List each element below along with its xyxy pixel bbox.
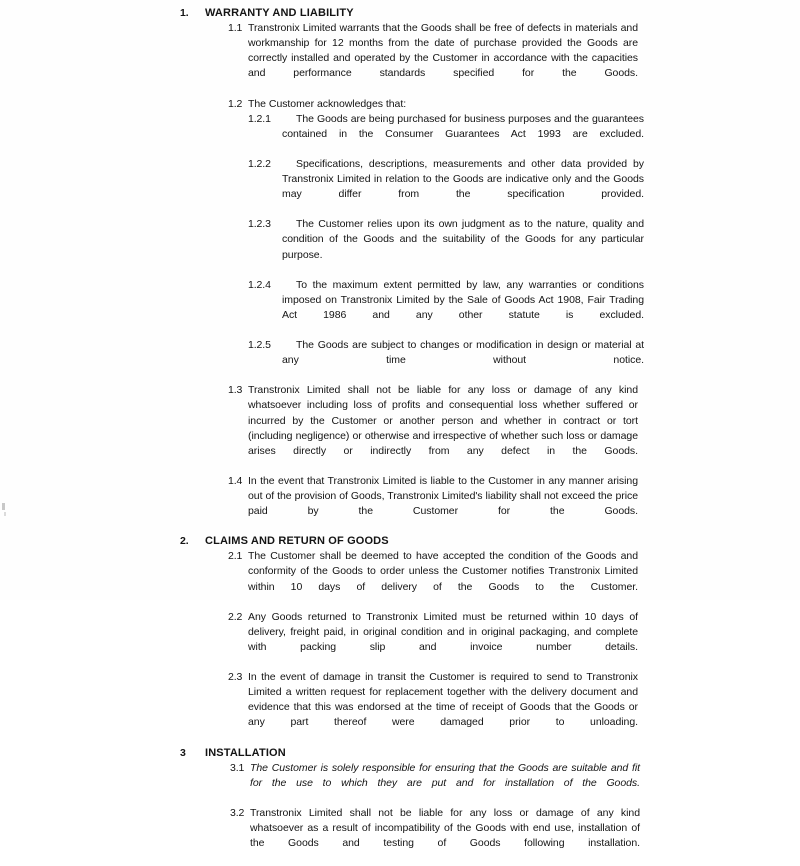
clause-3.1 [0,761,800,806]
clause-number: 1.2 [228,97,243,110]
clause-2.1 [0,549,800,609]
clause-1.2 [0,97,800,112]
clause-3.2 [0,806,800,866]
clause-text: The Customer acknowledges that: [248,97,407,110]
section-heading [0,6,800,21]
clause-number: 1.4 [228,474,243,487]
section-title: CLAIMS AND RETURN OF GOODS [205,535,389,548]
clause-number: 1.2.5 [248,339,271,352]
section-number: 1. [180,7,189,19]
clause-text: Transtronix Limited shall not be liable for any loss or damage of any kind whatsoever including loss of profits and consequential loss whether suffered or incurred by the Customer or another person and whether in contract or tort (including negligence) or otherwise and irrespective of whether such loss or damage arises directly or indirectly from any defect in the Goods. [248,384,638,457]
clause-text: The Customer relies upon its own judgment as to the nature, quality and condition of the Goods and the suitability of the Goods for any particular purpose. [282,218,644,261]
clause-number: 3.2 [230,806,245,819]
clause-number: 1.2.1 [248,112,271,125]
clause-number: 3.1 [230,761,245,774]
section-heading [0,746,800,761]
clause-2.3 [0,670,800,745]
clause-number: 2.3 [228,671,243,684]
section-number: 3 [180,746,186,759]
clause-1.2.5 [0,338,800,383]
clause-1.2.4 [0,278,800,338]
clause-text: The Goods are subject to changes or modification in design or material at any time without notice. [282,339,644,367]
clause-number: 2.1 [228,550,243,563]
clause-number: 1.1 [228,22,243,35]
clause-text: In the event that Transtronix Limited is liable to the Customer in any manner arising out of the provision of Goods, Transtronix Limited's liability shall not exceed the price paid by the Customer for the Goods. [248,474,638,518]
clause-text: Transtronix Limited warrants that the Goods shall be free of defects in materials and workmanship for 12 months from the date of purchase provided the Goods are correctly installed and operated by the Customer in accordance with the capacities and performance standards specified for the Goods. [248,22,638,80]
section-number: 2. [180,535,189,548]
clause-number: 1.2.2 [248,157,271,170]
clause-1.4 [0,474,800,534]
document-body [0,6,800,866]
clause-text: The Customer shall be deemed to have accepted the condition of the Goods and conformity of the Goods to order unless the Customer notifies Transtronix Limited within 10 days of delivery of the Goods to the Customer. [248,550,638,593]
clause-number: 2.2 [228,610,243,623]
clause-1.2.3 [0,217,800,277]
section-title: INSTALLATION [205,746,286,759]
clause-number: 1.2.3 [248,218,271,231]
clause-text: Transtronix Limited shall not be liable for any loss or damage of any kind whatsoever as a result of incompatibility of the Goods with end use, installation of the Goods and testing of Goods following installation. [250,806,640,850]
clause-text: To the maximum extent permitted by law, any warranties or conditions imposed on Transtronix Limited by the Sale of Goods Act 1908, Fair Trading Act 1986 and any other statute is excluded. [282,278,644,321]
clause-number: 1.2.4 [248,278,271,291]
clause-1.2.1 [0,112,800,157]
clause-text: The Goods are being purchased for business purposes and the guarantees contained in the Consumer Guarantees Act 1993 are excluded. [282,112,644,140]
section-heading [0,534,800,549]
clause-1.3 [0,383,800,474]
clause-2.2 [0,610,800,670]
section-title: WARRANTY AND LIABILITY [205,7,354,19]
clause-1.2.2 [0,157,800,217]
clause-number: 1.3 [228,384,243,397]
clause-text: In the event of damage in transit the Customer is required to send to Transtronix Limited a written request for replacement together with the delivery document and evidence that this was endorsed at the time of receipt of Goods that the Goods or any part thereof were damaged prior to unloading. [248,671,638,729]
clause-text: The Customer is solely responsible for ensuring that the Goods are suitable and fit for the use to which they are put and for installation of the Goods. [250,761,640,789]
clause-text: Any Goods returned to Transtronix Limited must be returned within 10 days of delivery, freight paid, in original condition and in original packaging, and complete with packing slip and invoice number details. [248,610,638,653]
clause-1.1 [0,21,800,96]
clause-text: Specifications, descriptions, measurements and other data provided by Transtronix Limited in relation to the Goods are indicative only and the Goods may differ from the specification provided. [282,157,644,201]
